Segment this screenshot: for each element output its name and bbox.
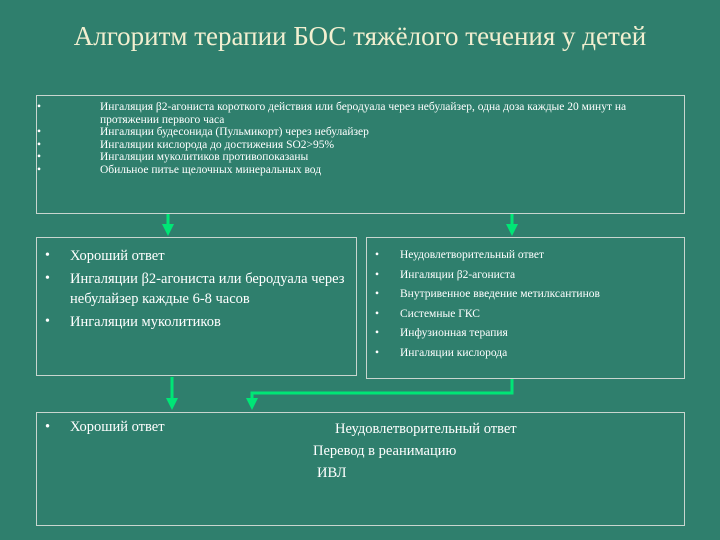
list-item: • Ингаляции β2-агониста [367, 266, 680, 286]
list-item: • Ингаляции кислорода [367, 344, 680, 364]
ventilation-label: ИВЛ [317, 465, 347, 481]
arrow-poor-to-outcome [252, 379, 512, 404]
page-title: Алгоритм терапии БОС тяжёлого течения у детей [73, 21, 647, 51]
list-item: • Внутривенное введение метилксантинов [367, 285, 680, 305]
list-item: • Инфузионная терапия [367, 324, 680, 344]
list-item: • Ингаляции β2-агониста или беродуала через небулайзер каждые 6-8 часов [37, 269, 348, 310]
list-item: • Ингаляция β2-агониста короткого действия или беродуала через небулайзер, одна доза каждые 20 минут на протяжении первого часа [67, 101, 676, 126]
list-item: • Ингаляции муколитиков противопоказаны [67, 151, 676, 164]
list-item: • Ингаляции муколитиков [37, 312, 348, 333]
good-response-label: • Хороший ответ [37, 417, 287, 437]
list-item: • Системные ГКС [367, 305, 680, 325]
list-item: • Неудовлетворительный ответ [367, 246, 680, 266]
list-item: • Обильное питье щелочных минеральных вод [67, 164, 676, 177]
list-item: • Ингаляции будесонида (Пульмикорт) через небулайзер [67, 126, 676, 139]
list-item: • Ингаляции кислорода до достижения SO2>95% [67, 139, 676, 152]
list-item: • Хороший ответ [37, 246, 348, 267]
transfer-label: Перевод в реанимацию [313, 443, 457, 459]
poor-response-label: Неудовлетворительный ответ [335, 421, 517, 437]
